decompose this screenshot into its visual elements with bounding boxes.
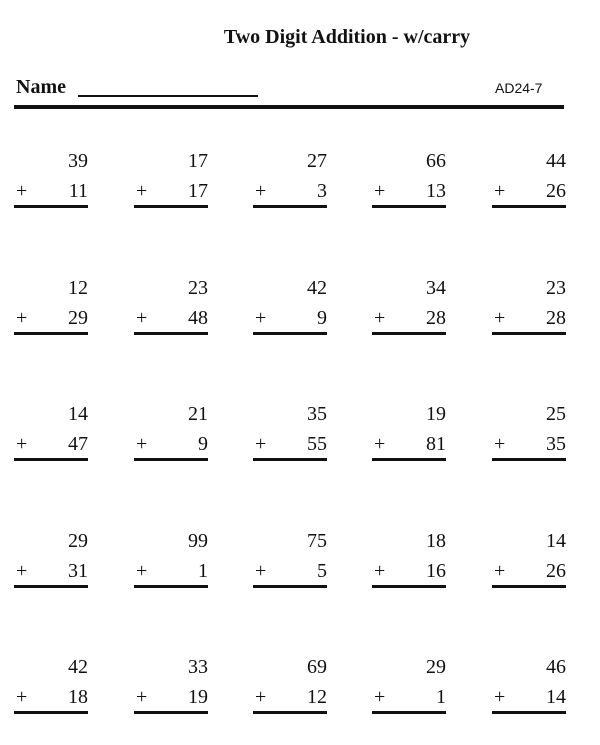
bottom-addend: 29 xyxy=(68,307,88,329)
header-divider xyxy=(14,105,564,109)
plus-sign: + xyxy=(494,433,506,455)
worksheet-title: Two Digit Addition - w/carry xyxy=(223,26,471,48)
addition-problem xyxy=(134,149,208,213)
answer-line[interactable] xyxy=(134,711,208,714)
answer-line[interactable] xyxy=(14,585,88,588)
answer-line[interactable] xyxy=(372,205,446,208)
plus-sign: + xyxy=(255,560,267,582)
bottom-addend: 12 xyxy=(307,686,327,708)
top-addend: 19 xyxy=(426,403,446,425)
addition-problem xyxy=(492,276,566,340)
top-addend: 33 xyxy=(188,656,208,678)
addition-problem xyxy=(372,655,446,719)
top-addend: 46 xyxy=(546,656,566,678)
addition-problem xyxy=(14,276,88,340)
bottom-addend: 11 xyxy=(68,180,88,202)
addition-problem xyxy=(134,402,208,466)
plus-sign: + xyxy=(374,433,386,455)
addition-problem xyxy=(14,402,88,466)
top-addend: 44 xyxy=(546,150,566,172)
addition-problem xyxy=(492,655,566,719)
answer-line[interactable] xyxy=(253,332,327,335)
plus-sign: + xyxy=(255,307,267,329)
answer-line[interactable] xyxy=(492,332,566,335)
answer-line[interactable] xyxy=(492,458,566,461)
addition-problem xyxy=(14,149,88,213)
bottom-addend: 81 xyxy=(426,433,446,455)
plus-sign: + xyxy=(374,686,386,708)
bottom-addend: 17 xyxy=(188,180,208,202)
answer-line[interactable] xyxy=(134,332,208,335)
top-addend: 42 xyxy=(68,656,88,678)
answer-line[interactable] xyxy=(14,205,88,208)
answer-line[interactable] xyxy=(492,585,566,588)
answer-line[interactable] xyxy=(14,332,88,335)
top-addend: 14 xyxy=(546,530,566,552)
bottom-addend: 1 xyxy=(198,560,208,582)
top-addend: 34 xyxy=(426,277,446,299)
top-addend: 14 xyxy=(68,403,88,425)
bottom-addend: 55 xyxy=(307,433,327,455)
bottom-addend: 16 xyxy=(426,560,446,582)
bottom-addend: 28 xyxy=(546,307,566,329)
answer-line[interactable] xyxy=(492,205,566,208)
plus-sign: + xyxy=(136,307,148,329)
answer-line[interactable] xyxy=(372,711,446,714)
problem-row xyxy=(14,276,574,346)
bottom-addend: 9 xyxy=(317,307,327,329)
plus-sign: + xyxy=(16,686,28,708)
bottom-addend: 14 xyxy=(546,686,566,708)
plus-sign: + xyxy=(374,307,386,329)
plus-sign: + xyxy=(255,180,267,202)
plus-sign: + xyxy=(16,433,28,455)
answer-line[interactable] xyxy=(253,205,327,208)
plus-sign: + xyxy=(374,180,386,202)
addition-problem xyxy=(253,276,327,340)
plus-sign: + xyxy=(136,686,148,708)
answer-line[interactable] xyxy=(253,458,327,461)
plus-sign: + xyxy=(136,433,148,455)
answer-line[interactable] xyxy=(253,711,327,714)
top-addend: 39 xyxy=(68,150,88,172)
top-addend: 35 xyxy=(307,403,327,425)
top-addend: 42 xyxy=(307,277,327,299)
name-blank[interactable] xyxy=(78,95,258,97)
answer-line[interactable] xyxy=(372,585,446,588)
name-row xyxy=(16,76,564,106)
answer-line[interactable] xyxy=(372,332,446,335)
plus-sign: + xyxy=(16,560,28,582)
answer-line[interactable] xyxy=(134,458,208,461)
plus-sign: + xyxy=(374,560,386,582)
addition-problem xyxy=(253,529,327,593)
addition-problem xyxy=(372,402,446,466)
plus-sign: + xyxy=(494,307,506,329)
top-addend: 12 xyxy=(68,277,88,299)
answer-line[interactable] xyxy=(134,205,208,208)
addition-problem xyxy=(372,276,446,340)
addition-problem xyxy=(372,149,446,213)
plus-sign: + xyxy=(16,180,28,202)
plus-sign: + xyxy=(494,560,506,582)
top-addend: 75 xyxy=(307,530,327,552)
bottom-addend: 3 xyxy=(317,180,327,202)
problem-row xyxy=(14,529,574,599)
addition-problem xyxy=(134,276,208,340)
problem-row xyxy=(14,402,574,472)
top-addend: 27 xyxy=(307,150,327,172)
answer-line[interactable] xyxy=(14,458,88,461)
answer-line[interactable] xyxy=(134,585,208,588)
plus-sign: + xyxy=(255,433,267,455)
addition-problem xyxy=(14,529,88,593)
bottom-addend: 26 xyxy=(546,560,566,582)
plus-sign: + xyxy=(16,307,28,329)
top-addend: 99 xyxy=(188,530,208,552)
top-addend: 21 xyxy=(188,403,208,425)
bottom-addend: 47 xyxy=(68,433,88,455)
plus-sign: + xyxy=(494,686,506,708)
addition-problem xyxy=(253,149,327,213)
bottom-addend: 5 xyxy=(317,560,327,582)
bottom-addend: 1 xyxy=(436,686,446,708)
problem-row xyxy=(14,655,574,725)
addition-problem xyxy=(134,655,208,719)
bottom-addend: 26 xyxy=(546,180,566,202)
top-addend: 66 xyxy=(426,150,446,172)
bottom-addend: 31 xyxy=(68,560,88,582)
addition-problem xyxy=(492,529,566,593)
bottom-addend: 28 xyxy=(426,307,446,329)
top-addend: 23 xyxy=(546,277,566,299)
bottom-addend: 19 xyxy=(188,686,208,708)
plus-sign: + xyxy=(136,180,148,202)
bottom-addend: 35 xyxy=(546,433,566,455)
addition-problem xyxy=(253,402,327,466)
bottom-addend: 13 xyxy=(426,180,446,202)
bottom-addend: 18 xyxy=(68,686,88,708)
addition-problem xyxy=(134,529,208,593)
top-addend: 25 xyxy=(546,403,566,425)
addition-problem xyxy=(492,149,566,213)
addition-problem xyxy=(14,655,88,719)
addition-problem xyxy=(372,529,446,593)
answer-line[interactable] xyxy=(372,458,446,461)
top-addend: 69 xyxy=(307,656,327,678)
addition-problem xyxy=(253,655,327,719)
top-addend: 17 xyxy=(188,150,208,172)
answer-line[interactable] xyxy=(253,585,327,588)
problem-row xyxy=(14,149,574,219)
top-addend: 18 xyxy=(426,530,446,552)
answer-line[interactable] xyxy=(492,711,566,714)
worksheet-code: AD24-7 xyxy=(495,80,543,96)
name-label: Name xyxy=(16,76,66,98)
plus-sign: + xyxy=(494,180,506,202)
answer-line[interactable] xyxy=(14,711,88,714)
plus-sign: + xyxy=(136,560,148,582)
addition-problem xyxy=(492,402,566,466)
top-addend: 29 xyxy=(68,530,88,552)
bottom-addend: 48 xyxy=(188,307,208,329)
plus-sign: + xyxy=(255,686,267,708)
bottom-addend: 9 xyxy=(198,433,208,455)
top-addend: 29 xyxy=(426,656,446,678)
top-addend: 23 xyxy=(188,277,208,299)
